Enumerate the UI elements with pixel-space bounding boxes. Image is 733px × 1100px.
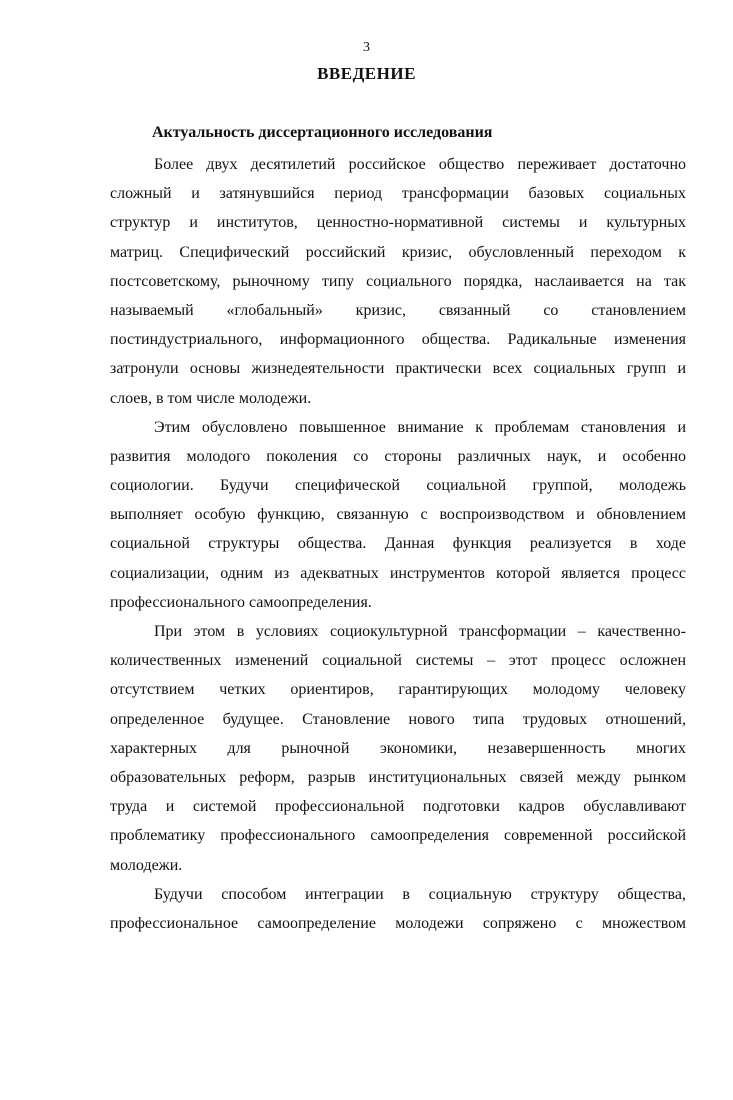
page-title: ВВЕДЕНИЕ: [317, 64, 416, 83]
text-line: отсутствием четких ориентиров, гарантирующих молодому человеку: [110, 681, 686, 699]
text-line: матриц. Специфический российский кризис, обусловленный переходом к: [110, 243, 686, 261]
paragraph-3: [110, 617, 686, 880]
text-line: затронули основы жизнедеятельности практически всех социальных групп и: [110, 360, 686, 378]
paragraph-1: [110, 150, 686, 413]
paragraph-2: [110, 413, 686, 617]
text-line: социальной структуры общества. Данная функция реализуется в ходе: [110, 535, 686, 553]
text-line: развития молодого поколения со стороны различных наук, и особенно: [110, 447, 686, 465]
text-line: социологии. Будучи специфической социальной группой, молодежь: [110, 477, 686, 495]
text-line: постсоветскому, рыночному типу социального порядка, наслаивается на так: [110, 272, 686, 290]
text-line: труда и системой профессиональной подготовки кадров обуславливают: [110, 798, 686, 816]
body-text: [110, 150, 686, 938]
text-line: социализации, одним из адекватных инструментов которой является процесс: [110, 564, 686, 582]
text-line: молодежи.: [110, 856, 183, 874]
paragraph-4: [110, 880, 686, 938]
text-line: слоев, в том числе молодежи.: [110, 389, 312, 407]
text-line: сложный и затянувшийся период трансформации базовых социальных: [110, 185, 686, 203]
text-line: структур и институтов, ценностно-нормативной системы и культурных: [110, 214, 686, 232]
text-line: называемый «глобальный» кризис, связанный со становлением: [110, 301, 686, 319]
text-line: профессионального самоопределения.: [110, 593, 372, 611]
text-line: профессиональное самоопределение молодежи сопряжено с множеством: [110, 914, 686, 932]
text-line: характерных для рыночной экономики, незавершенность многих: [110, 739, 686, 757]
text-line: количественных изменений социальной системы – этот процесс осложнен: [110, 652, 686, 670]
text-line: образовательных реформ, разрыв институциональных связей между рынком: [110, 768, 686, 786]
text-line: проблематику профессионального самоопределения современной российской: [110, 827, 686, 845]
text-line: выполняет особую функцию, связанную с воспроизводством и обновлением: [110, 506, 686, 524]
text-line: Этим обусловлено повышенное внимание к проблемам становления и: [154, 418, 686, 436]
section-heading: Актуальность диссертационного исследования: [152, 124, 493, 141]
text-line: При этом в условиях социокультурной трансформации – качественно-: [154, 623, 686, 640]
text-line: Более двух десятилетий российское общество переживает достаточно: [154, 156, 686, 173]
text-line: Будучи способом интеграции в социальную структуру общества,: [154, 885, 686, 903]
page-number: 3: [363, 40, 370, 55]
text-line: определенное будущее. Становление нового типа трудовых отношений,: [110, 710, 686, 728]
text-line: постиндустриального, информационного общества. Радикальные изменения: [110, 331, 686, 349]
